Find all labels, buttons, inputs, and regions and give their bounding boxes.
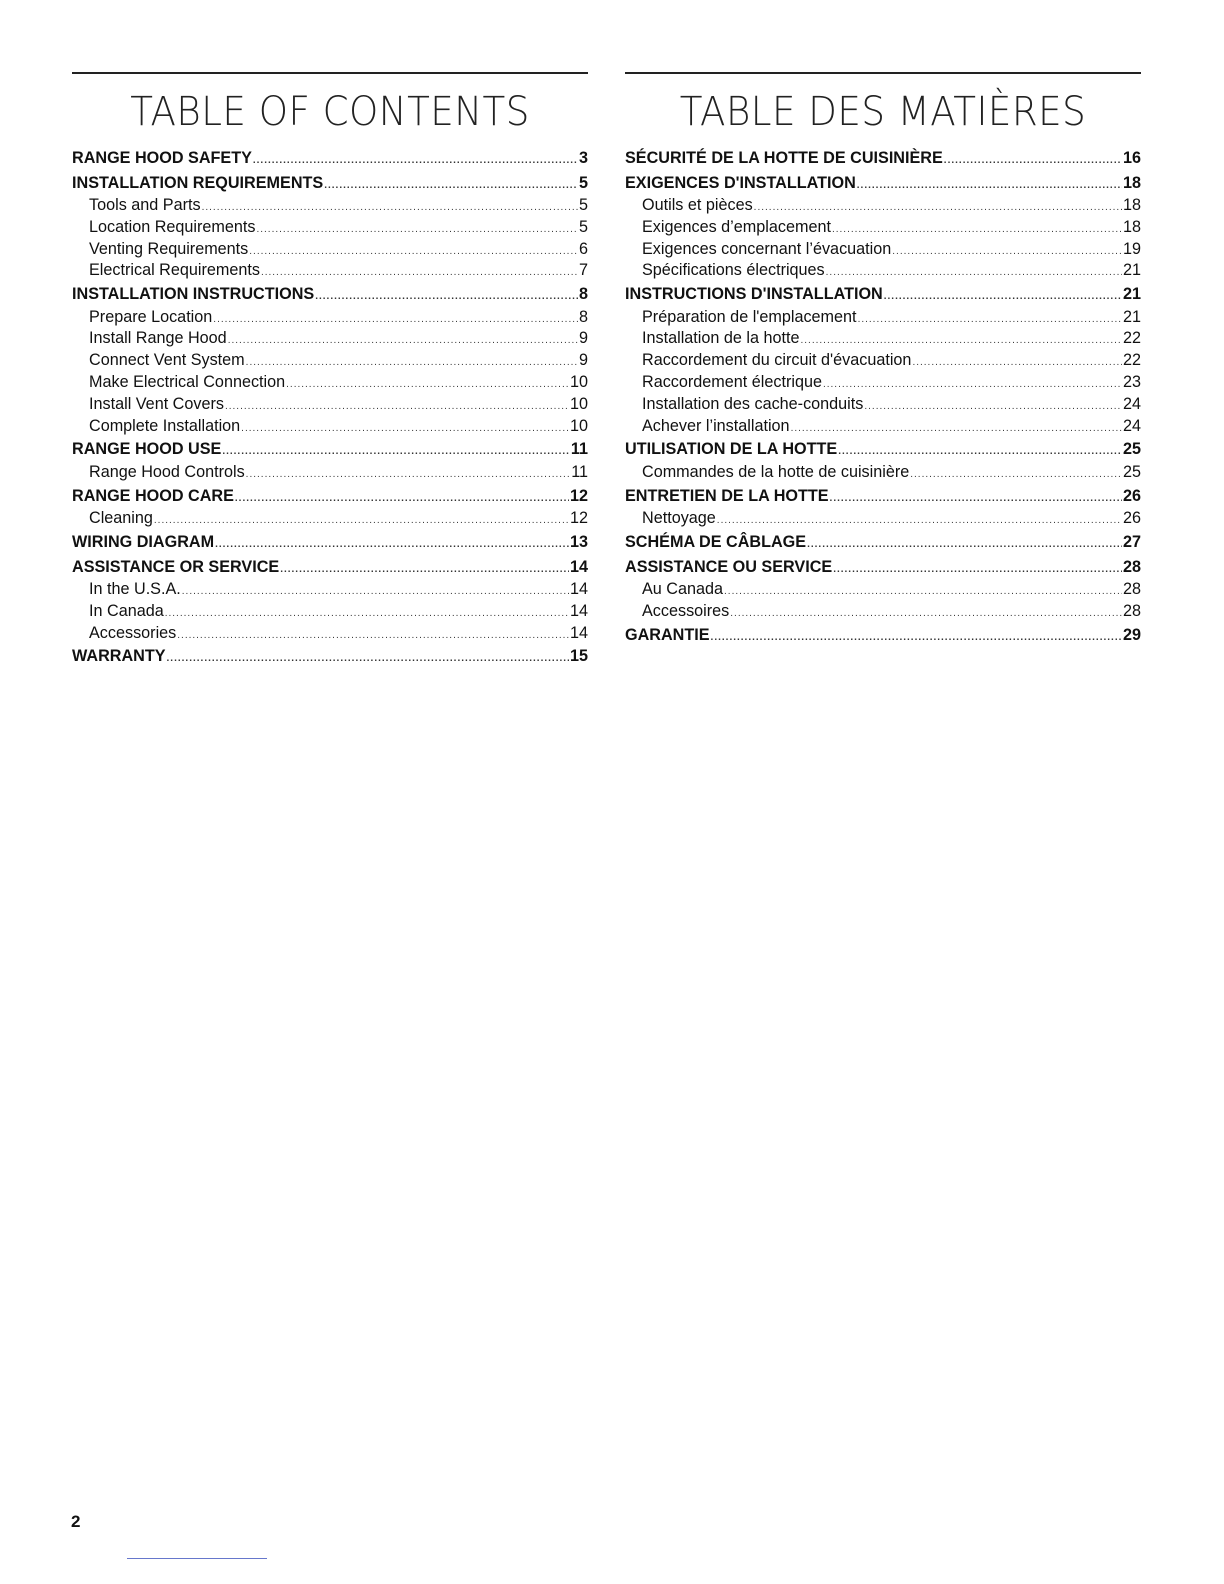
dot-leader <box>249 241 578 263</box>
dot-leader <box>182 581 569 603</box>
toc-entry-label: Raccordement du circuit d'évacuation <box>642 351 912 370</box>
dot-leader <box>884 285 1122 310</box>
toc-entry-label: WIRING DIAGRAM <box>72 533 215 552</box>
dot-leader <box>801 330 1122 352</box>
toc-subsection-entry[interactable] <box>625 260 1141 282</box>
dot-leader <box>167 647 569 672</box>
toc-entry-page: 7 <box>578 261 588 280</box>
toc-subsection-entry[interactable] <box>625 579 1141 601</box>
toc-subsection-entry[interactable] <box>625 328 1141 350</box>
toc-subsection-entry[interactable] <box>625 307 1141 329</box>
dot-leader <box>912 352 1122 374</box>
dot-leader <box>165 603 569 625</box>
dot-leader <box>711 626 1122 651</box>
toc-entry-page: 25 <box>1122 440 1141 459</box>
toc-subsection-entry[interactable] <box>72 623 588 645</box>
dot-leader <box>944 149 1122 174</box>
toc-entry-label: In Canada <box>89 601 164 620</box>
toc-entry-page: 5 <box>578 217 588 236</box>
toc-entry-page: 22 <box>1122 351 1141 370</box>
toc-entry-label: ASSISTANCE OR SERVICE <box>72 557 280 576</box>
toc-entry-label: Connect Vent System <box>89 351 245 370</box>
toc-entry-label: ASSISTANCE OU SERVICE <box>625 557 833 576</box>
toc-section-entry[interactable] <box>72 530 588 555</box>
dot-leader <box>324 174 578 199</box>
toc-subsection-entry[interactable] <box>72 239 588 261</box>
toc-entry-label: Range Hood Controls <box>89 462 245 481</box>
toc-entry-label: Spécifications électriques <box>642 261 825 280</box>
toc-entry-label: Cleaning <box>89 509 153 528</box>
dot-leader <box>222 440 570 465</box>
toc-entry-label: RANGE HOOD CARE <box>72 486 234 505</box>
toc-subsection-entry[interactable] <box>72 416 588 438</box>
toc-entry-label: INSTRUCTIONS D'INSTALLATION <box>625 285 883 304</box>
toc-entry-page: 14 <box>569 623 588 642</box>
dot-leader <box>910 464 1122 486</box>
toc-entry-label: SÉCURITÉ DE LA HOTTE DE CUISINIÈRE <box>625 149 943 167</box>
toc-subsection-entry[interactable] <box>625 239 1141 261</box>
toc-entry-label: Venting Requirements <box>89 239 249 258</box>
toc-entry-label: Commandes de la hotte de cuisinière <box>642 462 910 481</box>
page-number: 2 <box>71 1512 81 1531</box>
toc-entry-label: Au Canada <box>642 580 724 599</box>
toc-subsection-entry[interactable] <box>625 217 1141 239</box>
toc-entry-page: 10 <box>569 394 588 413</box>
toc-entry-page: 21 <box>1122 261 1141 280</box>
toc-entry-label: ENTRETIEN DE LA HOTTE <box>625 486 829 505</box>
dot-leader <box>823 374 1122 396</box>
dot-leader <box>256 219 578 241</box>
toc-entry-label: INSTALLATION REQUIREMENTS <box>72 173 324 192</box>
toc-entry-page: 23 <box>1122 373 1141 392</box>
toc-entry-page: 6 <box>578 239 588 258</box>
dot-leader <box>213 309 578 331</box>
toc-subsection-entry[interactable] <box>72 328 588 350</box>
toc-entry-page: 8 <box>578 285 588 304</box>
dot-leader <box>246 352 578 374</box>
dot-leader <box>826 262 1122 284</box>
toc-entry-page: 13 <box>569 533 588 552</box>
toc-subsection-entry[interactable] <box>72 217 588 239</box>
toc-entry-label: WARRANTY <box>72 647 166 666</box>
toc-subsection-entry[interactable] <box>625 394 1141 416</box>
toc-entry-page: 19 <box>1122 239 1141 258</box>
toc-entry-page: 24 <box>1122 416 1141 435</box>
toc-section-entry[interactable] <box>625 171 1141 196</box>
toc-subsection-entry[interactable] <box>72 260 588 282</box>
toc-subsection-entry[interactable] <box>625 372 1141 394</box>
toc-section-entry[interactable] <box>72 644 588 669</box>
dot-leader <box>286 374 569 396</box>
toc-entry-page: 29 <box>1122 625 1141 644</box>
toc-entry-label: Install Vent Covers <box>89 394 224 413</box>
dot-leader <box>857 174 1122 199</box>
toc-entry-page: 5 <box>578 196 588 214</box>
dot-leader <box>315 285 578 310</box>
toc-section-entry[interactable] <box>625 437 1141 462</box>
dot-leader <box>832 219 1122 241</box>
dot-leader <box>261 262 578 284</box>
toc-entry-label: EXIGENCES D'INSTALLATION <box>625 173 856 192</box>
toc-list-french <box>625 146 1141 647</box>
toc-entry-page: 26 <box>1122 509 1141 528</box>
toc-entry-page: 8 <box>578 307 588 326</box>
dot-leader <box>225 396 569 418</box>
toc-entry-label: Installation des cache-conduits <box>642 394 864 413</box>
toc-subsection-entry[interactable] <box>72 462 588 484</box>
toc-entry-page: 14 <box>569 580 588 599</box>
page-title: TABLE OF CONTENTS <box>130 89 530 135</box>
toc-entry-label: Complete Installation <box>89 416 241 435</box>
dot-leader <box>280 558 569 583</box>
toc-entry-page: 25 <box>1122 462 1141 481</box>
toc-section-entry[interactable] <box>72 146 588 171</box>
toc-section-entry[interactable] <box>625 530 1141 555</box>
toc-subsection-entry[interactable] <box>625 601 1141 623</box>
toc-entry-label: Nettoyage <box>642 509 716 528</box>
toc-entry-page: 18 <box>1122 217 1141 236</box>
toc-entry-label: Electrical Requirements <box>89 261 260 280</box>
toc-entry-label: Outils et pièces <box>642 196 753 214</box>
toc-entry-label: RANGE HOOD USE <box>72 440 222 459</box>
toc-section-entry[interactable] <box>72 171 588 196</box>
dot-leader <box>791 418 1122 440</box>
toc-entry-label: GARANTIE <box>625 625 710 644</box>
toc-subsection-entry[interactable] <box>72 195 588 217</box>
toc-entry-label: Exigences d’emplacement <box>642 217 831 236</box>
dot-leader <box>807 533 1122 558</box>
dot-leader <box>833 558 1122 583</box>
toc-entry-page: 21 <box>1122 285 1141 304</box>
dot-leader <box>830 487 1122 512</box>
toc-section-entry[interactable] <box>72 282 588 307</box>
toc-entry-label: In the U.S.A. <box>89 580 181 599</box>
toc-entry-page: 18 <box>1122 196 1141 214</box>
toc-entry-label: INSTALLATION INSTRUCTIONS <box>72 285 315 304</box>
toc-entry-page: 28 <box>1122 580 1141 599</box>
toc-subsection-entry[interactable] <box>625 350 1141 372</box>
toc-section-entry[interactable] <box>625 146 1141 171</box>
toc-subsection-entry[interactable] <box>625 416 1141 438</box>
toc-subsection-entry[interactable] <box>72 579 588 601</box>
toc-entry-label: Raccordement électrique <box>642 373 822 392</box>
dot-leader <box>864 396 1122 418</box>
toc-subsection-entry[interactable] <box>72 350 588 372</box>
dot-leader <box>730 603 1122 625</box>
dot-leader <box>177 625 569 647</box>
dot-leader <box>717 510 1122 532</box>
dot-leader <box>154 510 569 532</box>
dot-leader <box>241 418 569 440</box>
toc-subsection-entry[interactable] <box>72 601 588 623</box>
toc-section-entry[interactable] <box>72 555 588 580</box>
toc-subsection-entry[interactable] <box>625 508 1141 530</box>
toc-entry-page: 11 <box>570 440 588 459</box>
toc-section-entry[interactable] <box>72 484 588 509</box>
toc-entry-label: Location Requirements <box>89 217 256 236</box>
toc-entry-label: UTILISATION DE LA HOTTE <box>625 440 838 459</box>
toc-entry-label: Make Electrical Connection <box>89 373 286 392</box>
toc-subsection-entry[interactable] <box>72 372 588 394</box>
toc-entry-label: Exigences concernant l’évacuation <box>642 239 892 258</box>
toc-entry-page: 14 <box>569 557 588 576</box>
toc-entry-page: 18 <box>1122 173 1141 192</box>
toc-entry-label: Prepare Location <box>89 307 213 326</box>
dot-leader <box>892 241 1122 263</box>
toc-subsection-entry[interactable] <box>72 508 588 530</box>
toc-entry-page: 9 <box>578 329 588 348</box>
toc-entry-page: 5 <box>578 173 588 192</box>
dot-leader <box>754 197 1122 219</box>
toc-subsection-entry[interactable] <box>72 394 588 416</box>
toc-section-entry[interactable] <box>625 282 1141 307</box>
top-rule <box>72 72 588 74</box>
top-rule <box>625 72 1141 74</box>
toc-subsection-entry[interactable] <box>625 195 1141 217</box>
toc-list <box>72 146 588 669</box>
toc-entry-page: 12 <box>569 486 588 505</box>
toc-entry-label: RANGE HOOD SAFETY <box>72 149 252 167</box>
toc-entry-label: Tools and Parts <box>89 196 201 214</box>
toc-entry-page: 3 <box>578 149 588 167</box>
toc-entry-page: 28 <box>1122 601 1141 620</box>
french-toc-column <box>625 72 1141 647</box>
toc-entry-label: Installation de la hotte <box>642 329 800 348</box>
toc-entry-label: SCHÉMA DE CÂBLAGE <box>625 533 807 552</box>
toc-entry-page: 12 <box>569 509 588 528</box>
dot-leader <box>228 330 578 352</box>
toc-entry-page: 11 <box>571 462 588 481</box>
toc-entry-page: 28 <box>1122 557 1141 576</box>
toc-entry-page: 27 <box>1122 533 1141 552</box>
dot-leader <box>246 464 571 486</box>
toc-section-entry[interactable] <box>625 623 1141 648</box>
toc-entry-page: 14 <box>569 601 588 620</box>
toc-section-entry[interactable] <box>625 555 1141 580</box>
english-toc-column <box>72 72 588 669</box>
toc-entry-page: 10 <box>569 373 588 392</box>
dot-leader <box>202 197 578 219</box>
page-title-french: TABLE DES MATIÈRES <box>679 89 1087 135</box>
link-underline <box>127 1558 267 1559</box>
toc-entry-page: 16 <box>1122 149 1141 167</box>
toc-entry-page: 24 <box>1122 394 1141 413</box>
dot-leader <box>858 309 1122 331</box>
toc-entry-page: 26 <box>1122 486 1141 505</box>
toc-entry-label: Accessoires <box>642 601 730 620</box>
toc-entry-page: 9 <box>578 351 588 370</box>
toc-entry-label: Install Range Hood <box>89 329 227 348</box>
toc-entry-page: 10 <box>569 416 588 435</box>
toc-section-entry[interactable] <box>625 484 1141 509</box>
toc-entry-label: Achever l’installation <box>642 416 790 435</box>
toc-entry-page: 22 <box>1122 329 1141 348</box>
toc-subsection-entry[interactable] <box>72 307 588 329</box>
toc-entry-page: 21 <box>1122 307 1141 326</box>
toc-entry-label: Accessories <box>89 623 177 642</box>
toc-entry-page: 15 <box>569 647 588 666</box>
dot-leader <box>235 487 569 512</box>
dot-leader <box>724 581 1122 603</box>
toc-subsection-entry[interactable] <box>625 462 1141 484</box>
toc-entry-label: Préparation de l'emplacement <box>642 307 857 326</box>
toc-section-entry[interactable] <box>72 437 588 462</box>
